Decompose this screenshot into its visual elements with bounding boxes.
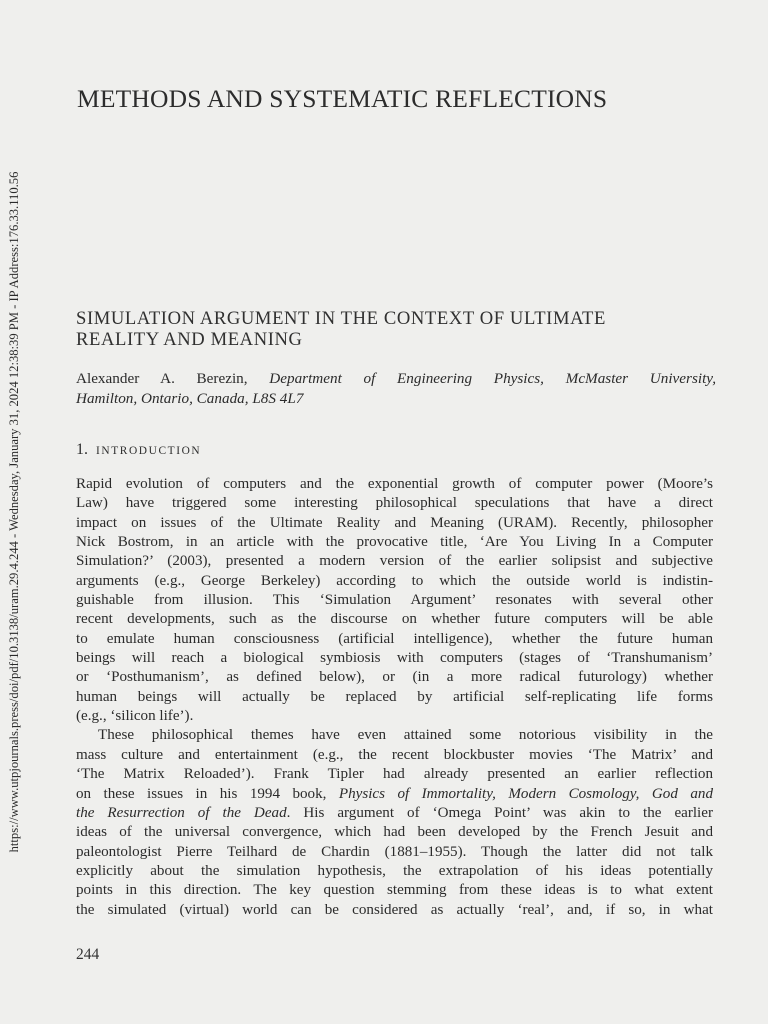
body-line: impact on issues of the Ultimate Reality and Meaning (URAM). Recently, philosopher — [76, 514, 713, 531]
body-line — [76, 804, 713, 823]
body-line — [76, 785, 713, 804]
body-line: beings will reach a biological symbiosis with computers (stages of ‘Transhumanism’ — [76, 650, 713, 667]
body-line: Law) have triggered some interesting philosophical speculations that have a direct — [76, 495, 713, 512]
book-title-part-1: Physics of Immortality, Modern Cosmology, God and — [338, 785, 713, 802]
body-line: ideas of the universal convergence, which had been developed by the French Jesuit and — [76, 824, 713, 841]
body-line: These philosophical themes have even attained some notorious visibility in the — [98, 727, 713, 744]
body-line: points in this direction. The key question stemming from these ideas is to what extent — [76, 882, 713, 899]
download-watermark: https://www.utpjournals.press/doi/pdf/10.3138/uram.29.4.244 - Wednesday, January 31, 2024 12:38:39 PM - IP Address:176.33.110.56 — [7, 171, 21, 853]
affiliation-line-1: Department of Engineering Physics, McMaster University, — [269, 370, 716, 387]
body-line: to emulate human consciousness (artificial intelligence), whether the future human — [76, 630, 713, 647]
paragraph-1 — [76, 475, 713, 726]
body-line: paleontologist Pierre Teilhard de Chardin (1881–1955). Though the latter did not talk — [76, 843, 713, 860]
body-line-text: . His argument of ‘Omega Point’ was akin to the earlier — [286, 804, 713, 821]
paragraph-2 — [76, 726, 713, 919]
heading-number: 1. — [76, 441, 88, 458]
body-line: Simulation?’ (2003), presented a modern version of the earlier solipsist and subjective — [76, 553, 713, 570]
introduction-heading — [76, 441, 201, 459]
body-line: explicitly about the simulation hypothesis, the extrapolation of his ideas potentially — [76, 862, 713, 879]
author-line — [76, 369, 716, 389]
article-title — [76, 308, 716, 350]
author-name: Alexander A. Berezin, — [76, 370, 248, 387]
body-line: Rapid evolution of computers and the exponential growth of computer power (Moore’s — [76, 476, 713, 492]
body-line: human beings will actually be replaced by artificial self-replicating life forms — [76, 688, 713, 705]
article-title-line-1: SIMULATION ARGUMENT IN THE CONTEXT OF ULTIMATE — [76, 308, 606, 329]
affiliation-line-2: Hamilton, Ontario, Canada, L8S 4L7 — [76, 390, 304, 407]
article-title-line-2: REALITY AND MEANING — [76, 329, 303, 350]
body-line: recent developments, such as the discourse on whether future computers will be able — [76, 611, 713, 628]
heading-text: INTRODUCTION — [96, 445, 202, 457]
body-line: guishable from illusion. This ‘Simulation Argument’ resonates with several other — [76, 592, 713, 609]
body-line: arguments (e.g., George Berkeley) according to which the outside world is indistin- — [76, 572, 713, 589]
body-line: ‘The Matrix Reloaded’). Frank Tipler had already presented an earlier reflection — [76, 766, 713, 783]
page-number: 244 — [76, 946, 100, 963]
section-title: METHODS AND SYSTEMATIC REFLECTIONS — [77, 84, 608, 113]
body-line: or ‘Posthumanism’, as defined below), or (in a more radical futurology) whether — [76, 669, 713, 686]
body-line: mass culture and entertainment (e.g., the recent blockbuster movies ‘The Matrix’ and — [76, 746, 713, 763]
body-line: the simulated (virtual) world can be considered as actually ‘real’, and, if so, in what — [76, 901, 713, 918]
article-body — [76, 475, 713, 920]
body-line: (e.g., ‘silicon life’). — [76, 708, 194, 725]
book-title-part-2: the Resurrection of the Dead — [76, 804, 287, 821]
body-line-text: on these issues in his 1994 book, — [76, 785, 339, 802]
body-line: Nick Bostrom, in an article with the provocative title, ‘Are You Living In a Computer — [76, 534, 713, 551]
